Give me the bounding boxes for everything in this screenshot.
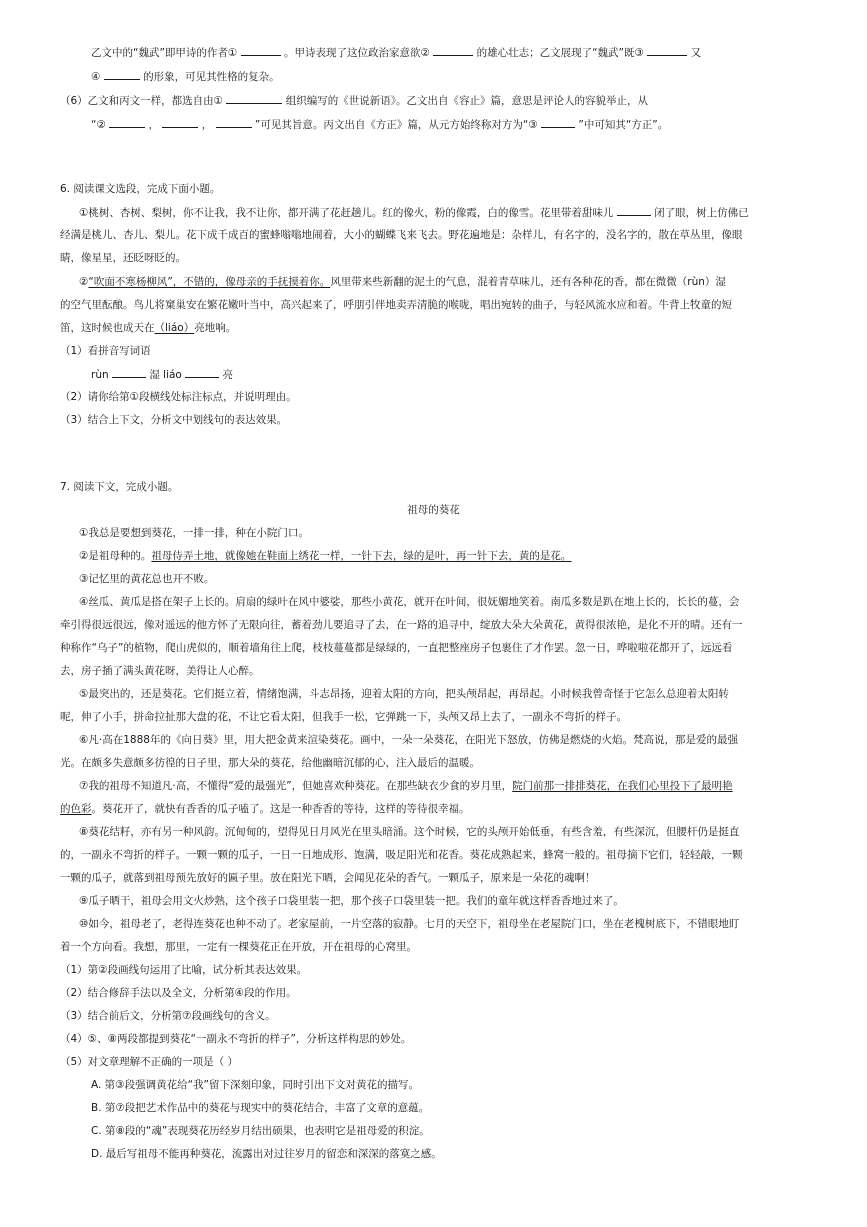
q7-p4-line-1: ④丝瓜、黄瓜是搭在架子上长的。肩扇的绿叶在风中婆娑，那些小黄花，就开在叶间，很妩媚地笑着。南瓜多数是趴在地上长的，长长的蔓，会: [79, 596, 740, 608]
q7-p7-line-1: [79, 779, 733, 793]
text: 又: [690, 47, 702, 59]
answer-blank[interactable]: [647, 45, 687, 56]
q7-p6-line-1: ⑥凡·高在1888年的《向日葵》里，用大把金黄来渲染葵花。画中，一朵一朵葵花，在阳光下怒放，仿佛是燃烧的火焰。梵高说，那是爱的最强: [79, 734, 738, 746]
text: ①桃树、杏树、梨树，你不让我，我不让你，都开满了花赶趟儿。红的像火，粉的像霞，白的像雪。花里带着甜味儿: [79, 207, 614, 219]
text: 的形象，可见其性格的复杂。: [143, 71, 280, 83]
text: ”中可知其“方正”。: [578, 119, 669, 131]
q7-heading: 7. 阅读下文，完成小题。: [60, 481, 179, 493]
underlined-sentence: 祖母侍弄土地，就像她在鞋面上绣花一样，一针下去，绿的是叶，再一针下去，黄的是花。: [151, 550, 572, 562]
q7-p6-line-2: 光。在颇多失意颇多彷徨的日子里，那大朵的葵花，给他幽暗沉郁的心，注入最后的温暖。: [60, 757, 480, 769]
text: 湿 liáo: [149, 369, 182, 381]
q7-p10-line-2: 着一个方向看。我想，那里，一定有一棵葵花正在开放，开在祖母的心窝里。: [60, 941, 417, 953]
answer-blank[interactable]: [226, 93, 282, 104]
q7-sub5: （5）对文章理解不正确的一项是（ ）: [60, 1056, 239, 1068]
answer-blank[interactable]: [112, 367, 146, 378]
q7-sub1: （1）第②段画线句运用了比喻，试分析其表达效果。: [60, 964, 308, 976]
text: ，: [201, 119, 213, 131]
text: 的雄心壮志；乙文展现了“魏武”既③: [476, 47, 644, 59]
q5-sub6-line-1: [60, 93, 648, 108]
q6-p2-line-3: [60, 321, 236, 335]
q7-p4-line-3: 种称作“乌子”的植物，爬山虎似的，顺着墙角往上爬，枝枝蔓蔓都是绿绿的，一直把整座房子包裹住了才作罢。忽一日，哗啦啦花都开了，远远看: [60, 642, 733, 654]
answer-blank[interactable]: [241, 45, 281, 56]
option-c[interactable]: C. 第⑧段的“魂”表现葵花历经岁月结出硕果，也表明它是祖母爱的积淀。: [91, 1125, 430, 1137]
q7-p8-line-1: ⑧葵花结籽，亦有另一种风韵。沉甸甸的，望得见日月风光在里头暗涌。这个时候，它的头颅开始低垂，有些含羞，有些深沉，但腰杆仍是挺直: [79, 826, 740, 838]
option-b[interactable]: B. 第⑦段把艺术作品中的葵花与现实中的葵花结合，丰富了文章的意蕴。: [91, 1102, 430, 1114]
q7-p8-line-3: 一颗的瓜子，就落到祖母预先放好的匾子里。放在阳光下晒，会闻见花朵的香气。一颗瓜子，原来是一朵花的魂啊！: [60, 872, 596, 884]
answer-blank[interactable]: [216, 117, 252, 128]
article-title: 祖母的葵花: [407, 504, 460, 516]
answer-blank[interactable]: [617, 205, 651, 216]
q7-sub2: （2）结合修辞手法以及全文，分析第④段的作用。: [60, 987, 297, 999]
q7-p1: ①我总是要想到葵花，一排一排，种在小院门口。: [79, 527, 309, 539]
text: 亮: [222, 369, 234, 381]
answer-blank[interactable]: [104, 69, 140, 80]
q5-line-2: [91, 69, 280, 84]
text: 。葵花开了，就快有香香的瓜子嗑了。这是一种香香的等待，这样的等待很幸福。: [91, 803, 470, 815]
text: 闭了眼，树上仿佛已: [654, 207, 749, 219]
q7-p5-line-1: ⑤最突出的，还是葵花。它们挺立着，情绪饱满，斗志昂扬，迎着太阳的方向，把头颅昂起，再昂起。小时候我曾奇怪于它怎么总迎着太阳转: [79, 688, 729, 700]
underlined-sentence: 的色彩: [60, 803, 92, 815]
text: “②: [91, 119, 106, 131]
q5-sub6-line-2: [91, 117, 668, 132]
option-a[interactable]: A. 第③段强调黄花给“我”留下深刻印象，同时引出下文对黄花的描写。: [91, 1079, 419, 1091]
q6-p1-line-2: 经满是桃儿、杏儿、梨儿。花下成千成百的蜜蜂嗡嗡地闹着，大小的蝴蝶飞来飞去。野花遍地是：杂样儿，有名字的，没名字的，散在草丛里，像眼: [60, 229, 743, 241]
text: 风里带来些新翻的泥土的气息，混着青草味儿，还有各种花的香，都在微微（rùn）湿: [330, 276, 726, 288]
q7-p4-line-4: 去，房子插了满头黄花呀，美得让人心醉。: [60, 665, 260, 677]
q6-p1-line-1: [79, 205, 749, 220]
text: 。甲诗表现了这位政治家意欲②: [283, 47, 430, 59]
q7-p2: [79, 549, 571, 563]
underlined-sentence: “吹面不寒杨柳风”，不错的，像母亲的手抚摸着你。: [88, 276, 331, 288]
answer-blank[interactable]: [433, 45, 473, 56]
q7-sub4: （4）⑤、⑧两段都提到葵花“一副永不弯折的样子”，分析这样构思的妙处。: [60, 1033, 412, 1045]
q6-p1-line-3: 睛，像星星，还眨呀眨的。: [60, 252, 186, 264]
q6-sub3: （3）结合上下文，分析文中划线句的表达效果。: [60, 414, 288, 426]
q7-p8-line-2: 的，一副永不弯折的样子。一颗一颗的瓜子，一日一日地成形、饱满，吸足阳光和花香。葵花成熟起来，蜂窝一般的。祖母摘下它们，轻轻敲，一颗: [60, 849, 743, 861]
answer-blank[interactable]: [162, 117, 198, 128]
underlined-sentence: 院门前那一排排葵花，在我们心里投下了最明艳: [512, 780, 733, 792]
text: ②是祖母种的。: [79, 550, 152, 562]
text: ⑦我的祖母不知道凡·高，不懂得“爱的最强光”，但她喜欢种葵花。在那些缺衣少食的岁月里，: [79, 780, 513, 792]
q7-p9: ⑨瓜子晒干，祖母会用文火炒熟，这个孩子口袋里装一把，那个孩子口袋里装一把。我们的童年就这样香香地过来了。: [79, 895, 624, 907]
q6-heading: 6. 阅读课文选段，完成下面小题。: [60, 183, 221, 195]
q7-sub3: （3）结合前后文，分析第⑦段画线句的含义。: [60, 1010, 276, 1022]
text: 组织编写的《世说新语》。乙文出自《容止》篇，意思是评论人的容貌举止，从: [285, 95, 649, 107]
q6-sub1: （1）看拼音写词语: [60, 345, 151, 357]
q7-p7-line-2: [60, 802, 470, 816]
answer-blank[interactable]: [109, 117, 145, 128]
text: rùn: [91, 369, 109, 381]
q7-p3: ③记忆里的黄花总也开不败。: [79, 573, 215, 585]
text: 亮地响。: [194, 322, 237, 334]
q7-p5-line-2: 呢，伸了小手，拼命拉扯那大盘的花，不让它看太阳，但我手一松，它弹跳一下，头颅又昂上去了，一副永不弯折的样子。: [60, 711, 627, 723]
q7-p10-line-1: ⑩如今，祖母老了，老得连葵花也种不动了。老家屋前，一片空落的寂静。七月的天空下，祖母坐在老屋院门口，坐在老槐树底下，不错眼地盯: [79, 918, 740, 930]
answer-blank[interactable]: [185, 367, 219, 378]
q7-p4-line-2: 牵引得很远很远，像对遥远的他方怀了无限向往，蓄着劲儿要追寻了去，在一路的追寻中，绽放大朵大朵黄花，黄得很浓艳，是化不开的晴。还有一: [60, 619, 743, 631]
text: ②: [79, 276, 89, 288]
q6-p2-line-1: [79, 275, 726, 289]
q6-sub1-pinyin: [91, 367, 233, 382]
q6-sub2: （2）请你给第①段横线处标注标点，并说明理由。: [60, 391, 297, 403]
answer-blank[interactable]: [541, 117, 575, 128]
text: 笛，这时候也成天在: [60, 322, 155, 334]
pinyin-blank: （liáo）: [154, 322, 195, 334]
text: ，: [148, 119, 160, 131]
option-d[interactable]: D. 最后写祖母不能再种葵花，流露出对过往岁月的留恋和深深的落寞之感。: [91, 1148, 442, 1160]
text: 乙文中的“魏武”即甲诗的作者①: [91, 47, 238, 59]
text: （6）乙文和丙文一样，都选自由①: [60, 95, 224, 107]
text: ④: [91, 71, 101, 83]
text: ”可见其旨意。丙文出自《方正》篇，从元方始终称对方为“③: [254, 119, 538, 131]
q6-p2-line-2: 的空气里酝酿。鸟儿将窠巢安在繁花嫩叶当中，高兴起来了，呼朋引伴地卖弄清脆的喉咙，唱出宛转的曲子，与轻风流水应和着。牛背上牧童的短: [60, 299, 732, 311]
q5-line-1: [91, 45, 701, 60]
